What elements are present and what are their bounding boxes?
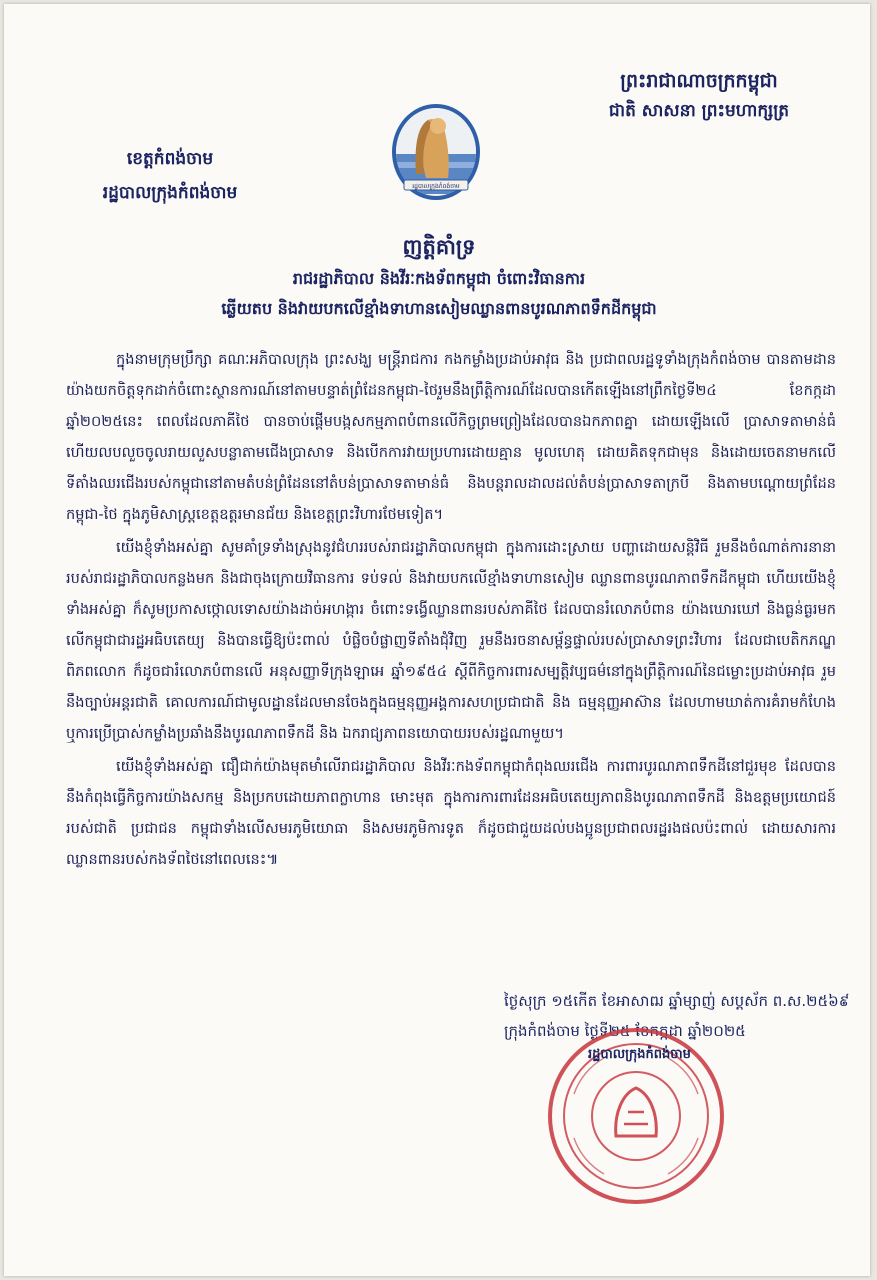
place-and-date: ក្រុងកំពង់ចាម ថ្ងៃទី២៥ ខែកក្កដា ឆ្នាំ២០២៥ <box>504 1022 746 1040</box>
document-title: ញត្តិគាំទ្រ <box>402 235 476 259</box>
header-right <box>564 66 834 126</box>
document-page <box>4 4 870 1276</box>
lunar-date: ថ្ងៃសុក្រ ១៥កេីត ខែអាសាឍ ឆ្នាំម្សាញ់ សប្តស័ក ព.ស.២៥៦៩ <box>504 992 850 1010</box>
province-name: ខេត្តកំពង់ចាម <box>126 149 214 169</box>
administration-name: រដ្ឋបាលក្រុងកំពង់ចាម <box>102 183 238 203</box>
title-subline-1: រាជរដ្ឋាភិបាល និងវីរៈកងទ័ពកម្ពុជា ចំពោះវិធានការ <box>292 269 586 288</box>
document-body <box>66 344 836 877</box>
logo-caption: រដ្ឋបាលក្រុងកំពង់ចាម <box>412 183 460 190</box>
city-logo <box>388 104 484 204</box>
body-paragraph-2: យើងខ្ញុំទាំងអស់គ្នា សូមគាំទ្រទាំងស្រុងនូវជំហររបស់រាជរដ្ឋាភិបាលកម្ពុជា ក្នុងការដោះស្រាយ បញ្ហាដោយសន្តិវិធី រួមនឹងចំណាត់ការនានារបស់រាជរដ្ឋាភិបាលកន្លងមក និងជាចុងក្រោយវិធានការ ទប់ទល់ និងវាយបកលើខ្មាំងទាហានសៀម ឈ្លានពានបូរណភាពទឹកដីកម្ពុជា ហើយយើងខ្ញុំទាំងអស់គ្នា ក៏សូមប្រកាសថ្កោលទោសយ៉ាងដាច់អហង្ការ ចំពោះទង្វើឈ្លានពានរបស់ភាគីថៃ ដែលបានរំលោភបំពាន យ៉ាងឃោរឃៅ និងធ្ងន់ធ្ងរមកលើកម្ពុជាជារដ្ឋអធិបតេយ្យ និងបានធ្វើឱ្យប៉ះពាល់ បំផ្លិចបំផ្លាញទីតាំងជុំវិញ រួមនឹងរចនាសម្ព័ន្ធផ្ទាល់របស់ប្រាសាទព្រះវិហារ ដែលជាបេតិកភណ្ឌពិភពលោក ក៏ដូចជារំលោភបំពានលើ អនុសញ្ញាទីក្រុងឡាអេ ឆ្នាំ១៩៥៤ ស្តីពីកិច្ចការពារសម្បត្តិវប្បធម៌នៅក្នុងព្រឹត្តិការណ៍នៃជម្លោះប្រដាប់អាវុធ រួមនឹងច្បាប់អន្តរជាតិ គោលការណ៍ជាមូលដ្ឋានដែលមានចែងក្នុងធម្មនុញ្ញអង្គការសហប្រជាជាតិ និង ធម្មនុញ្ញអាស៊ាន ដែលហាមឃាត់ការគំរាមកំហែង ឬការប្រើប្រាស់កម្លាំងប្រឆាំងនឹងបូរណភាពទឹកដី និង ឯករាជ្យភាពនយោបាយរបស់រដ្ឋណាមួយ។ <box>66 539 836 742</box>
kingdom-heading: ព្រះរាជាណាចក្រកម្ពុជា <box>620 70 778 92</box>
body-paragraph-3: យើងខ្ញុំទាំងអស់គ្នា ជឿជាក់យ៉ាងមុតមាំលើរាជរដ្ឋាភិបាល និងវីរៈកងទ័ពកម្ពុជាកំពុងឈរជើង ការពារបូរណភាពទឹកដីនៅជួរមុខ ដែលបាននឹងកំពុងធ្វើកិច្ចការយ៉ាងសកម្ម និងប្រកបដោយភាពក្លាហាន មោះមុត ក្នុងការការពារដែនអធិបតេយ្យភាពនិងបូរណភាពទឹកដី និងឧត្តមប្រយោជន៍របស់ជាតិ ប្រជាជន កម្ពុជាទាំងលើសមរភូមិយោធា និងសមរភូមិការទូត ក៏ដូចជាជួយដល់បងប្អូនប្រជាពលរដ្ឋរងផលប៉ះពាល់ ដោយសារការឈ្លានពានរបស់កងទ័ពថៃនៅពេលនេះ៕ <box>66 758 836 868</box>
national-motto: ជាតិ សាសនា ព្រះមហាក្សត្រ <box>608 101 790 121</box>
title-subline-2: ឆ្លើយតប និងវាយបកលើខ្មាំងទាហានសៀមឈ្លានពានបូរណភាពទឹកដីកម្ពុជា <box>221 299 657 318</box>
title-block <box>94 230 784 324</box>
header-left <box>70 142 270 210</box>
issuer-signature-label: រដ្ឋបាលក្រុងកំពង់ចាម <box>588 1047 691 1062</box>
body-paragraph-1: ក្នុងនាមក្រុមប្រឹក្សា គណៈអភិបាលក្រុង ព្រះសង្ឃ មន្ត្រីរាជការ កងកម្លាំងប្រដាប់អាវុធ និង ប្រជាពលរដ្ឋទូទាំងក្រុងកំពង់ចាម បានតាមដានយ៉ាងយកចិត្តទុកដាក់ចំពោះស្ថានការណ៍នៅតាមបន្ទាត់ព្រំដែនកម្ពុជា-ថៃរួមនឹងព្រឹត្តិការណ៍ដែលបានកើតឡើងនៅព្រឹកថ្ងៃទី២៤ ខែកក្កដា ឆ្នាំ២០២៥នេះ ពេលដែលភាគីថៃ បានចាប់ផ្តើមបង្កសកម្មភាពបំពានលើកិច្ចព្រមព្រៀងដែលបានឯកភាពគ្នា ដោយឡើងលើ ប្រាសាទតាមាន់ធំ ហើយលបលួចចូលរាយលួសបន្លាតាមជើងប្រាសាទ និងបើកការវាយប្រហារដោយគ្មាន មូលហេតុ ដោយគិតទុកជាមុន និងដោយចេតនាមកលើទីតាំងឈរជើងរបស់កម្ពុជានៅតាមតំបន់ព្រំដែននៅតំបន់ប្រាសាទតាមាន់ធំ និងបន្តរាលដាលដល់តំបន់ប្រាសាទតាក្របី និងតាមបណ្តោយព្រំដែនកម្ពុជា-ថៃ ក្នុងភូមិសាស្ត្រខេត្តឧត្តរមានជ័យ និងខេត្តព្រះវិហារថែមទៀត។ <box>66 351 836 523</box>
